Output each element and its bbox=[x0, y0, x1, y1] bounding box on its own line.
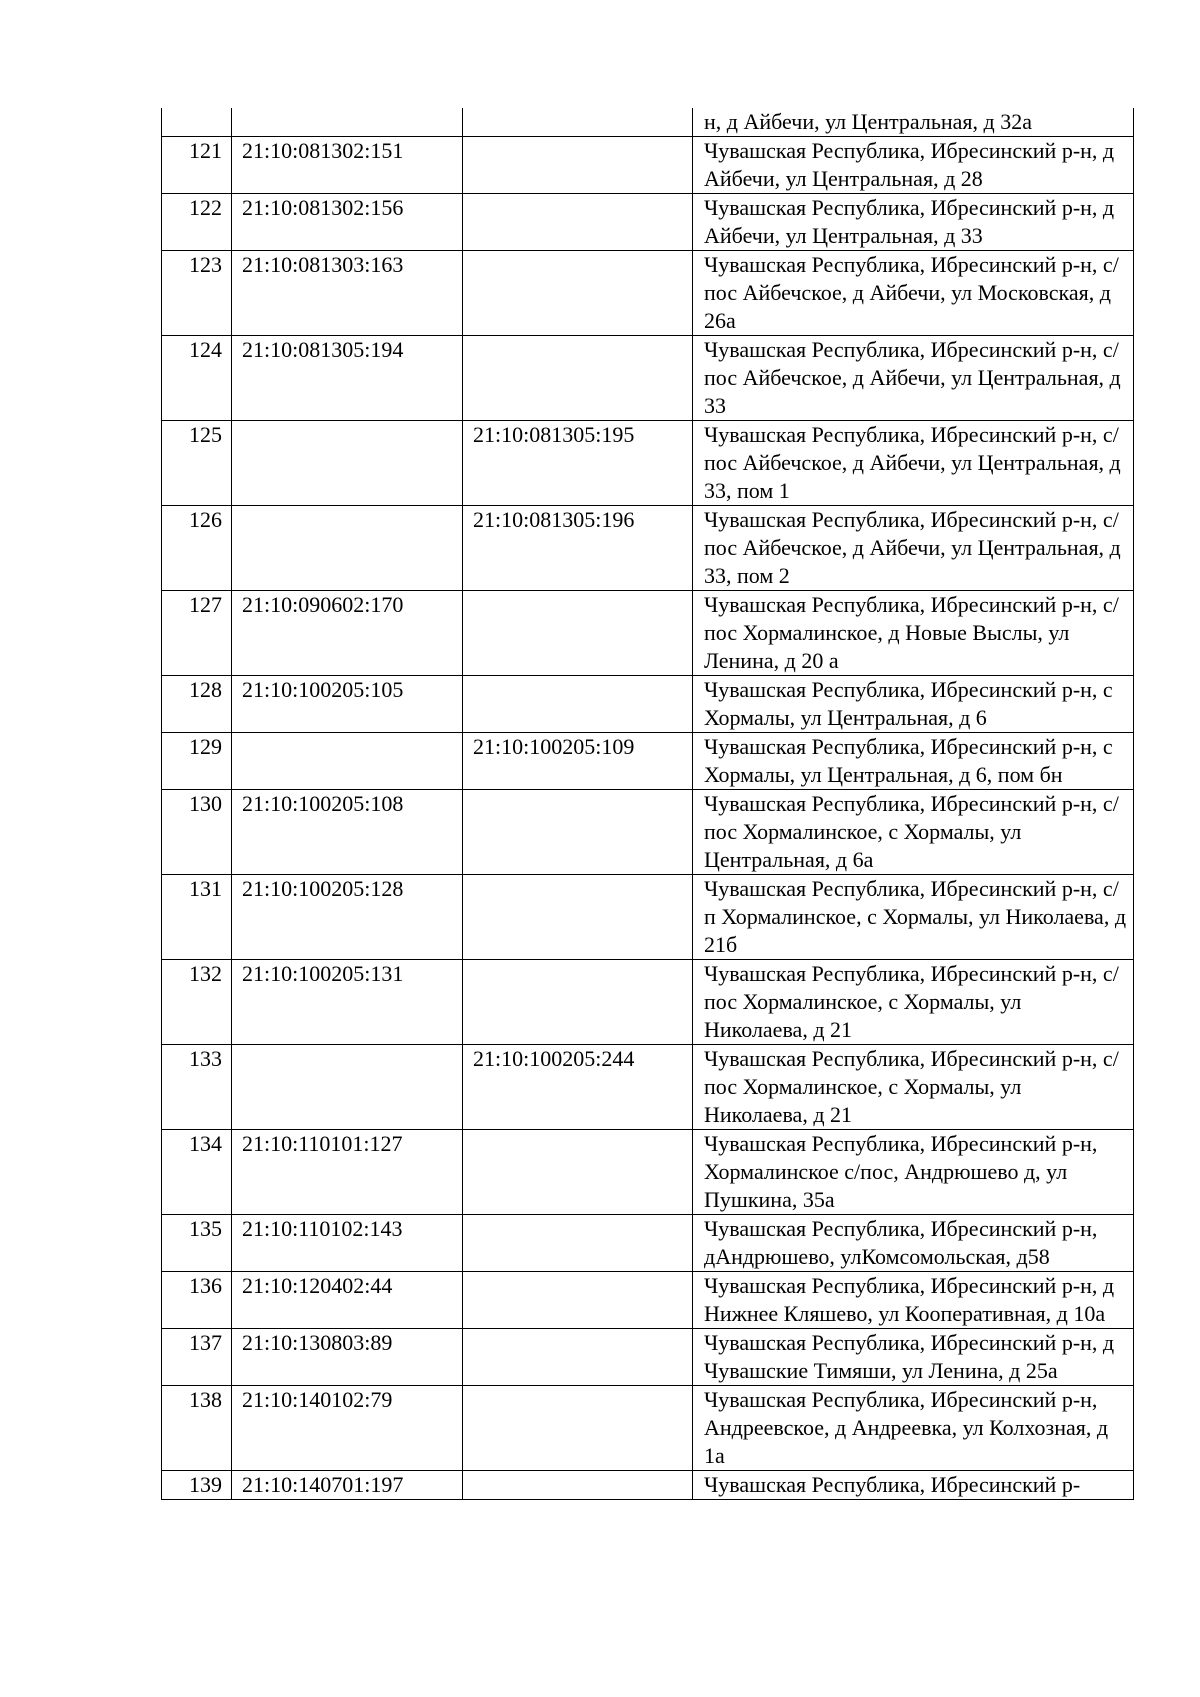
address-cell: Чувашская Республика, Ибресинский р-н, с/пос Айбечское, д Айбечи, ул Центральная, д 33 bbox=[693, 336, 1134, 421]
premise-cadastral-number-cell bbox=[463, 251, 693, 336]
premise-cadastral-number-cell bbox=[463, 137, 693, 194]
cadastral-number-cell: 21:10:110101:127 bbox=[232, 1130, 463, 1215]
cadastral-number-cell: 21:10:110102:143 bbox=[232, 1215, 463, 1272]
table-row bbox=[162, 421, 1134, 506]
row-number-cell: 139 bbox=[162, 1471, 232, 1500]
row-number-cell: 133 bbox=[162, 1045, 232, 1130]
row-number-cell: 123 bbox=[162, 251, 232, 336]
table-row bbox=[162, 336, 1134, 421]
cadastral-number-cell: 21:10:120402:44 bbox=[232, 1272, 463, 1329]
address-cell: Чувашская Республика, Ибресинский р-н, д Айбечи, ул Центральная, д 28 bbox=[693, 137, 1134, 194]
table-row bbox=[162, 108, 1134, 137]
premise-cadastral-number-cell bbox=[463, 336, 693, 421]
premise-cadastral-number-cell bbox=[463, 1386, 693, 1471]
row-number-cell: 127 bbox=[162, 591, 232, 676]
table-row bbox=[162, 676, 1134, 733]
row-number-cell: 131 bbox=[162, 875, 232, 960]
row-number-cell: 126 bbox=[162, 506, 232, 591]
premise-cadastral-number-cell bbox=[463, 591, 693, 676]
row-number-cell: 121 bbox=[162, 137, 232, 194]
cadastral-number-cell: 21:10:140102:79 bbox=[232, 1386, 463, 1471]
premise-cadastral-number-cell: 21:10:081305:196 bbox=[463, 506, 693, 591]
table-row bbox=[162, 1130, 1134, 1215]
row-number-cell: 137 bbox=[162, 1329, 232, 1386]
cadastral-number-cell bbox=[232, 733, 463, 790]
premise-cadastral-number-cell bbox=[463, 790, 693, 875]
premise-cadastral-number-cell bbox=[463, 1329, 693, 1386]
premise-cadastral-number-cell bbox=[463, 1471, 693, 1500]
cadastral-number-cell bbox=[232, 421, 463, 506]
premise-cadastral-number-cell bbox=[463, 194, 693, 251]
row-number-cell: 138 bbox=[162, 1386, 232, 1471]
table-row bbox=[162, 1329, 1134, 1386]
address-cell: Чувашская Республика, Ибресинский р- bbox=[693, 1471, 1134, 1500]
table-row bbox=[162, 790, 1134, 875]
cadastral-number-cell bbox=[232, 1045, 463, 1130]
row-number-cell: 122 bbox=[162, 194, 232, 251]
row-number-cell: 125 bbox=[162, 421, 232, 506]
cadastral-number-cell: 21:10:081303:163 bbox=[232, 251, 463, 336]
address-cell: Чувашская Республика, Ибресинский р-н, с/пос Хормалинское, с Хормалы, ул Николаева, д 21 bbox=[693, 1045, 1134, 1130]
cadastral-number-cell: 21:10:130803:89 bbox=[232, 1329, 463, 1386]
row-number-cell: 130 bbox=[162, 790, 232, 875]
cadastral-number-cell: 21:10:090602:170 bbox=[232, 591, 463, 676]
table-row bbox=[162, 1272, 1134, 1329]
premise-cadastral-number-cell bbox=[463, 1215, 693, 1272]
premise-cadastral-number-cell bbox=[463, 676, 693, 733]
table-row bbox=[162, 251, 1134, 336]
cadastral-number-cell: 21:10:081302:151 bbox=[232, 137, 463, 194]
row-number-cell: 132 bbox=[162, 960, 232, 1045]
row-number-cell: 136 bbox=[162, 1272, 232, 1329]
cadastral-number-cell: 21:10:081305:194 bbox=[232, 336, 463, 421]
premise-cadastral-number-cell bbox=[463, 108, 693, 137]
address-cell: Чувашская Республика, Ибресинский р-н, с/п Хормалинское, с Хормалы, ул Николаева, д 21б bbox=[693, 875, 1134, 960]
row-number-cell: 135 bbox=[162, 1215, 232, 1272]
address-cell: Чувашская Республика, Ибресинский р-н, с/пос Хормалинское, д Новые Выслы, ул Ленина, д 20 а bbox=[693, 591, 1134, 676]
address-cell: Чувашская Республика, Ибресинский р-н, д Айбечи, ул Центральная, д 33 bbox=[693, 194, 1134, 251]
row-number-cell: 124 bbox=[162, 336, 232, 421]
premise-cadastral-number-cell: 21:10:081305:195 bbox=[463, 421, 693, 506]
address-cell: Чувашская Республика, Ибресинский р-н, Андреевское, д Андреевка, ул Колхозная, д 1а bbox=[693, 1386, 1134, 1471]
address-cell: Чувашская Республика, Ибресинский р-н, д Нижнее Кляшево, ул Кооперативная, д 10а bbox=[693, 1272, 1134, 1329]
property-registry-table bbox=[161, 108, 1134, 1500]
cadastral-number-cell: 21:10:140701:197 bbox=[232, 1471, 463, 1500]
registry-table-body bbox=[162, 108, 1134, 1500]
table-row bbox=[162, 875, 1134, 960]
address-cell: Чувашская Республика, Ибресинский р-н, с Хормалы, ул Центральная, д 6 bbox=[693, 676, 1134, 733]
row-number-cell: 128 bbox=[162, 676, 232, 733]
address-cell: Чувашская Республика, Ибресинский р-н, д Чувашские Тимяши, ул Ленина, д 25а bbox=[693, 1329, 1134, 1386]
cadastral-number-cell: 21:10:100205:108 bbox=[232, 790, 463, 875]
table-row bbox=[162, 1045, 1134, 1130]
address-cell: Чувашская Республика, Ибресинский р-н, с/пос Айбечское, д Айбечи, ул Центральная, д 33, пом 1 bbox=[693, 421, 1134, 506]
table-row bbox=[162, 1471, 1134, 1500]
address-cell: Чувашская Республика, Ибресинский р-н, с/пос Хормалинское, с Хормалы, ул Николаева, д 21 bbox=[693, 960, 1134, 1045]
cadastral-number-cell bbox=[232, 506, 463, 591]
address-cell: Чувашская Республика, Ибресинский р-н, с/пос Хормалинское, с Хормалы, ул Центральная, д 6а bbox=[693, 790, 1134, 875]
cadastral-number-cell: 21:10:081302:156 bbox=[232, 194, 463, 251]
cadastral-number-cell: 21:10:100205:128 bbox=[232, 875, 463, 960]
address-cell: Чувашская Республика, Ибресинский р-н, Хормалинское с/пос, Андрюшево д, ул Пушкина, 35а bbox=[693, 1130, 1134, 1215]
table-row bbox=[162, 591, 1134, 676]
row-number-cell: 134 bbox=[162, 1130, 232, 1215]
address-cell: Чувашская Республика, Ибресинский р-н, с Хормалы, ул Центральная, д 6, пом бн bbox=[693, 733, 1134, 790]
table-row bbox=[162, 506, 1134, 591]
table-row bbox=[162, 137, 1134, 194]
address-cell: Чувашская Республика, Ибресинский р-н, дАндрюшево, улКомсомольская, д58 bbox=[693, 1215, 1134, 1272]
premise-cadastral-number-cell bbox=[463, 875, 693, 960]
address-cell: н, д Айбечи, ул Центральная, д 32а bbox=[693, 108, 1134, 137]
premise-cadastral-number-cell bbox=[463, 1130, 693, 1215]
table-row bbox=[162, 733, 1134, 790]
table-row bbox=[162, 1215, 1134, 1272]
address-cell: Чувашская Республика, Ибресинский р-н, с/пос Айбечское, д Айбечи, ул Московская, д 26а bbox=[693, 251, 1134, 336]
table-row bbox=[162, 194, 1134, 251]
premise-cadastral-number-cell: 21:10:100205:244 bbox=[463, 1045, 693, 1130]
row-number-cell: 129 bbox=[162, 733, 232, 790]
table-row bbox=[162, 960, 1134, 1045]
premise-cadastral-number-cell bbox=[463, 960, 693, 1045]
premise-cadastral-number-cell bbox=[463, 1272, 693, 1329]
premise-cadastral-number-cell: 21:10:100205:109 bbox=[463, 733, 693, 790]
row-number-cell bbox=[162, 108, 232, 137]
table-row bbox=[162, 1386, 1134, 1471]
cadastral-number-cell: 21:10:100205:105 bbox=[232, 676, 463, 733]
cadastral-number-cell bbox=[232, 108, 463, 137]
cadastral-number-cell: 21:10:100205:131 bbox=[232, 960, 463, 1045]
address-cell: Чувашская Республика, Ибресинский р-н, с/пос Айбечское, д Айбечи, ул Центральная, д 33, пом 2 bbox=[693, 506, 1134, 591]
